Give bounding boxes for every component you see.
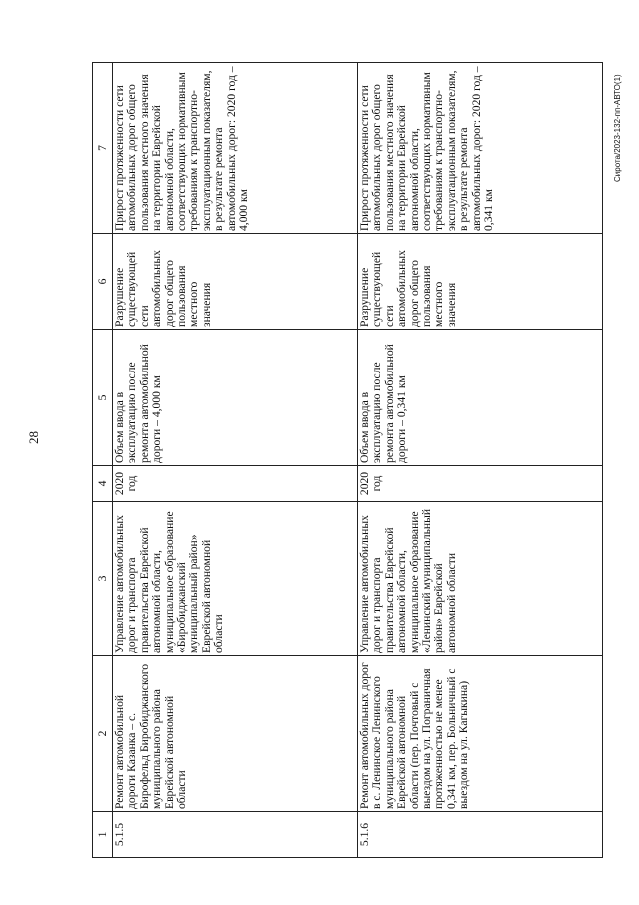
expected-volume: Объем ввода в эксплуатацию после ремонта автомобильной дороги – 4,000 км	[113, 330, 358, 466]
row-number: 5.1.6	[358, 812, 603, 858]
table-row	[113, 63, 358, 858]
row-number: 5.1.5	[113, 812, 358, 858]
table-header-row	[93, 63, 113, 858]
header-col-1: 1	[93, 812, 113, 858]
page-number: 28	[26, 431, 41, 444]
implementation-year: 2020 год	[113, 466, 358, 502]
header-col-4: 4	[93, 466, 113, 502]
header-col-2: 2	[93, 656, 113, 812]
document-code: Сирота/2023-132-пп-АВТО(1)	[613, 74, 622, 182]
target-indicator: Прирост протяженности сети автомобильных дорог общего пользования местного значения на территории Еврейской автономной области, соответствующих нормативным требованиям к транспортно-эксплуатационным показателям, в результате ремонта автомобильных дорог: 2020 год – 4,000 км	[113, 63, 358, 234]
executor: Управление автомобильных дорог и транспорта правительства Еврейской автономной области, муниципальное образование «Биробиджанский муниципальный район» Еврейской автономной области	[113, 502, 358, 656]
table-row	[358, 63, 603, 858]
non-implementation-consequence: Разрушение существующей сети автомобильных дорог общего пользования местного значения	[113, 234, 358, 330]
header-col-7: 7	[93, 63, 113, 234]
rotated-table-container	[92, 63, 604, 858]
measure-name: Ремонт автомобильной дороги Казанка – с. Бирофельд Биробиджанского муниципального района Еврейской автономной области	[113, 656, 358, 812]
expected-volume: Объем ввода в эксплуатацию после ремонта автомобильной дороги – 0,341 км	[358, 330, 603, 466]
target-indicator: Прирост протяженности сети автомобильных дорог общего пользования местного значения на территории Еврейской автономной области, соответствующих нормативным требованиям к транспортно-эксплуатационным показателям, в результате ремонта автомобильных дорог: 2020 год – 0,341 км	[358, 63, 603, 234]
header-col-3: 3	[93, 502, 113, 656]
non-implementation-consequence: Разрушение существующей сети автомобильных дорог общего пользования местного значения	[358, 234, 603, 330]
header-col-6: 6	[93, 234, 113, 330]
implementation-year: 2020 год	[358, 466, 603, 502]
executor: Управление автомобильных дорог и транспорта правительства Еврейской автономной области, муниципальное образование «Ленинский муниципальный район» Еврейской автономной области	[358, 502, 603, 656]
program-measures-table	[92, 62, 603, 858]
header-col-5: 5	[93, 330, 113, 466]
measure-name: Ремонт автомобильных дорог в с. Ленинское Ленинского муниципального района Еврейской автономной области (пер. Почтовый с выездом на ул. Пограничная протяженностью не менее 0,341 км, пер. Больничный с выездом на ул. Кагыкина)	[358, 656, 603, 812]
